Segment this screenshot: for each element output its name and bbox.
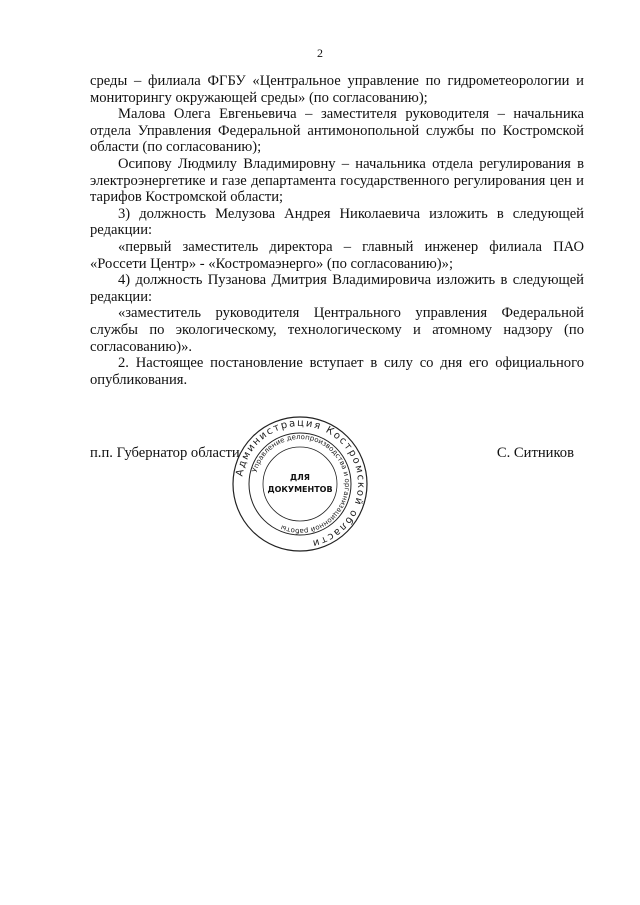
- stamp-inner-text: Управление делопроизводства и организационной работы: [250, 432, 352, 536]
- page-number: 2: [317, 46, 323, 60]
- paragraph: «заместитель руководителя Центрального управления Федеральной службы по экологическому, технологическому и атомному надзору (по согласованию)».: [90, 305, 584, 355]
- signatory-position: п.п. Губернатор области: [90, 445, 240, 461]
- paragraph: 3) должность Мелузова Андрея Николаевича изложить в следующей редакции:: [90, 205, 584, 239]
- svg-text:Управление делопроизводства и: [251, 433, 351, 535]
- stamp-inner-ring: [263, 447, 337, 521]
- paragraph: «первый заместитель директора – главный инженер филиала ПАО «Россети Центр» - «Костромаэнерго» (по согласованию)»;: [90, 238, 584, 272]
- paragraph: среды – филиала ФГБУ «Центральное управление по гидрометеорологии и мониторингу окружающей среды» (по согласованию);: [90, 73, 584, 106]
- signatory-name: С. Ситников: [496, 445, 574, 461]
- stamp-outer-text: Администрация Костромской области: [234, 417, 367, 549]
- paragraph: Малова Олега Евгеньевича – заместителя руководителя – начальника отдела Управления Федеральной антимонопольной службы по Костромской области (по согласованию);: [90, 106, 584, 156]
- document-body: [90, 73, 584, 388]
- official-stamp: [230, 414, 370, 554]
- paragraph: 2. Настоящее постановление вступает в силу со дня его официального опубликования.: [90, 355, 584, 388]
- stamp-center-line-2: ДОКУМЕНТОВ: [267, 485, 333, 494]
- paragraph: Осипову Людмилу Владимировну – начальника отдела регулирования в электроэнергетике и газе департамента государственного регулирования цен и тарифов Костромской области;: [90, 155, 584, 206]
- stamp-center-line-1: ДЛЯ: [290, 473, 310, 482]
- paragraph: 4) должность Пузанова Дмитрия Владимировича изложить в следующей редакции:: [90, 272, 584, 305]
